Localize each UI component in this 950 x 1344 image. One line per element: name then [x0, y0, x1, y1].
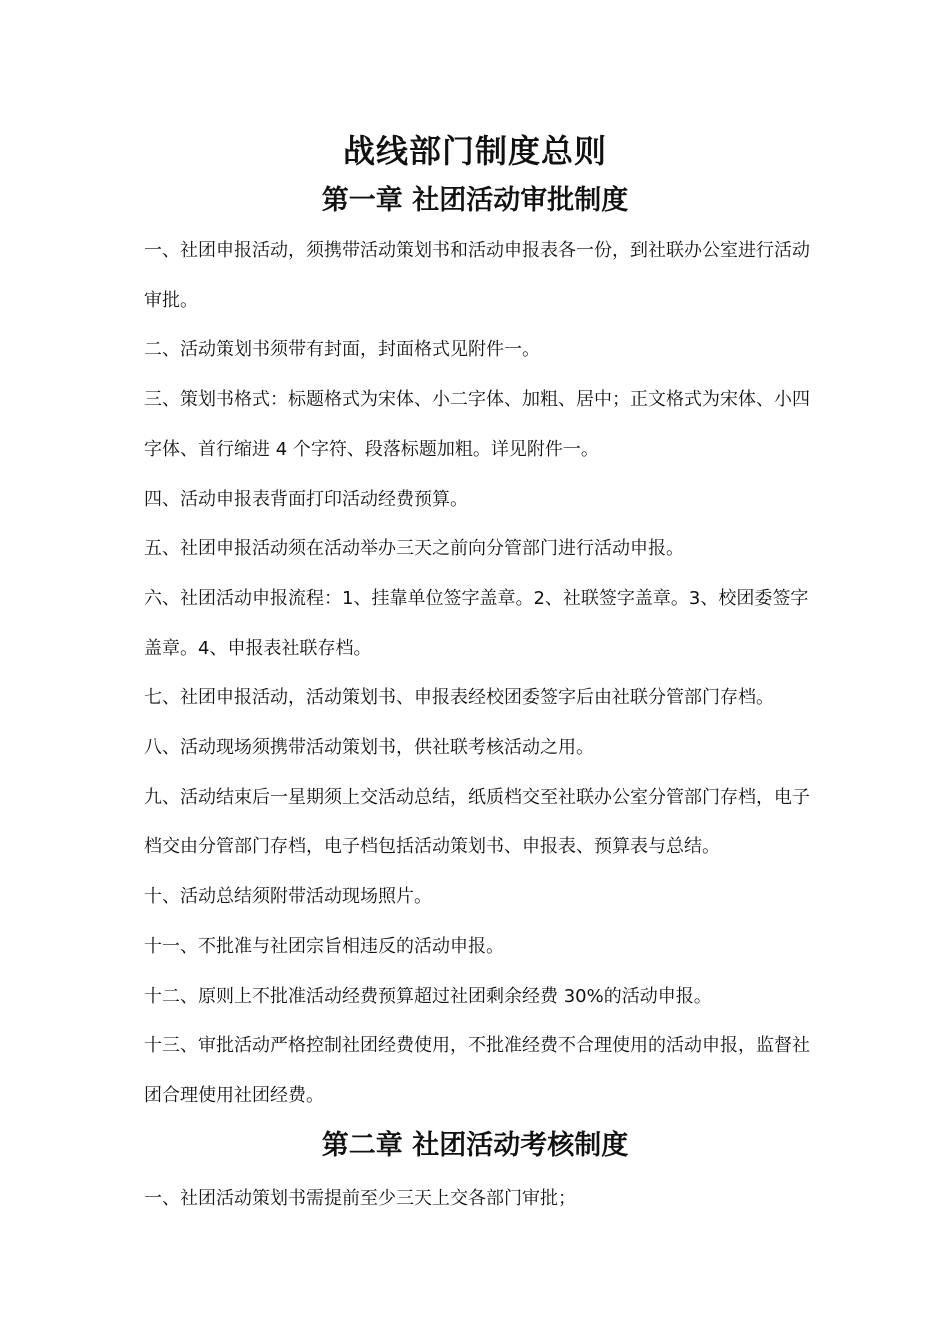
paragraph: 八、活动现场须携带活动策划书，供社联考核活动之用。 [144, 737, 594, 759]
paragraph: 一、社团申报活动，须携带活动策划书和活动申报表各一份，到社联办公室进行活动审批。 [144, 240, 810, 311]
chapter-1-heading: 第一章 社团活动审批制度 [321, 185, 629, 216]
chapter-2-heading: 第二章 社团活动考核制度 [321, 1130, 629, 1161]
paragraph: 三、策划书格式：标题格式为宋体、小二字体、加粗、居中；正文格式为宋体、小四字体、首行缩进 4 个字符、段落标题加粗。详见附件一。 [144, 389, 810, 460]
chapter-1-body [144, 226, 824, 1121]
paragraph: 十三、审批活动严格控制社团经费使用，不批准经费不合理使用的活动申报，监督社团合理使用社团经费。 [144, 1035, 810, 1106]
paragraph: 六、社团活动申报流程：1、挂靠单位签字盖章。2、社联签字盖章。3、校团委签字盖章。4、申报表社联存档。 [144, 587, 809, 659]
paragraph: 十、活动总结须附带活动现场照片。 [144, 886, 432, 908]
paragraph: 二、活动策划书须带有封面，封面格式见附件一。 [144, 339, 540, 361]
document-title: 战线部门制度总则 [342, 132, 607, 170]
paragraph: 四、活动申报表背面打印活动经费预算。 [144, 488, 468, 510]
paragraph: 十二、原则上不批准活动经费预算超过社团剩余经费 30%的活动申报。 [144, 985, 712, 1007]
chapter-2-body [144, 1174, 824, 1224]
paragraph: 九、活动结束后一星期须上交活动总结，纸质档交至社联办公室分管部门存档，电子档交由分管部门存档，电子档包括活动策划书、申报表、预算表与总结。 [144, 786, 810, 858]
paragraph: 五、社团申报活动须在活动举办三天之前向分管部门进行活动申报。 [144, 538, 684, 560]
paragraph: 七、社团申报活动，活动策划书、申报表经校团委签字后由社联分管部门存档。 [144, 687, 774, 709]
paragraph: 一、社团活动策划书需提前至少三天上交各部门审批； [144, 1188, 576, 1209]
paragraph: 十一、不批准与社团宗旨相违反的活动申报。 [144, 935, 504, 957]
